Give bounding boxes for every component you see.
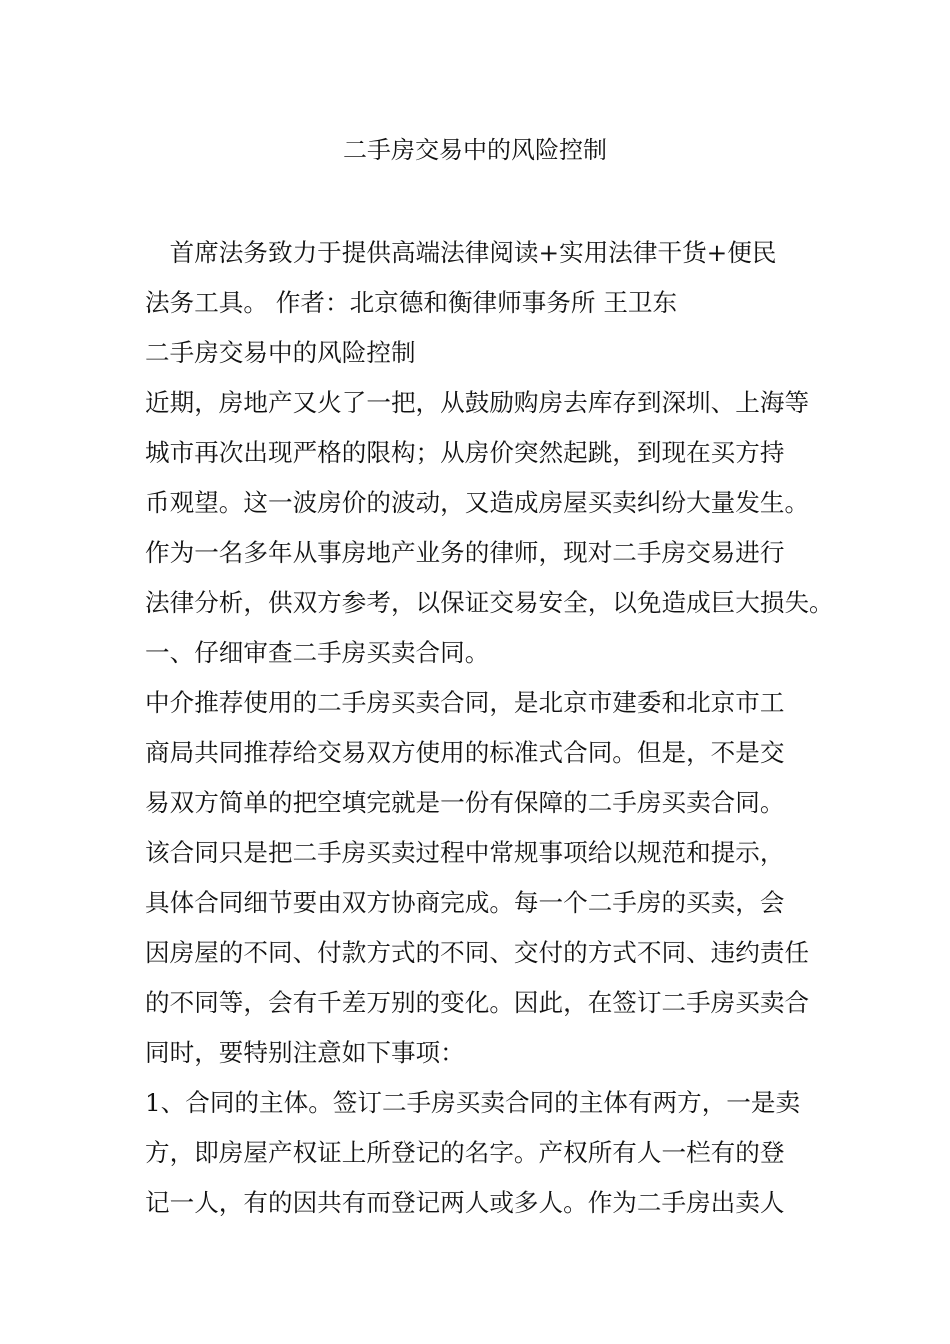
text-line: 首席法务致力于提供高端法律阅读+实用法律干货+便民 — [145, 238, 777, 267]
document-title: 二手房交易中的风险控制 — [343, 136, 607, 164]
text-line: 币观望。这一波房价的波动，又造成房屋买卖纠纷大量发生。 — [145, 488, 810, 517]
text-line: 法务工具。 作者：北京德和衡律师事务所 王卫东 — [145, 288, 678, 317]
text-line: 法律分析，供双方参考，以保证交易安全，以免造成巨大损失。 — [145, 588, 834, 617]
text-line: 二手房交易中的风险控制 — [145, 338, 416, 367]
text-line: 作为一名多年从事房地产业务的律师，现对二手房交易进行 — [145, 538, 785, 567]
text-line: 易双方简单的把空填完就是一份有保障的二手房买卖合同。 — [145, 788, 785, 817]
text-line: 记一人，有的因共有而登记两人或多人。作为二手房出卖人 — [145, 1188, 785, 1217]
text-line: 同时，要特别注意如下事项： — [145, 1038, 465, 1067]
text-line: 中介推荐使用的二手房买卖合同，是北京市建委和北京市工 — [145, 688, 785, 717]
text-line: 因房屋的不同、付款方式的不同、交付的方式不同、违约责任 — [145, 938, 810, 967]
text-line: 商局共同推荐给交易双方使用的标准式合同。但是，不是交 — [145, 738, 785, 767]
text-line: 的不同等，会有千差万别的变化。因此，在签订二手房买卖合 — [145, 988, 810, 1017]
section-heading: 一、仔细审查二手房买卖合同。 — [145, 638, 490, 667]
document-body — [145, 228, 834, 1228]
text-line: 城市再次出现严格的限构；从房价突然起跳，到现在买方持 — [145, 438, 785, 467]
text-line: 该合同只是把二手房买卖过程中常规事项给以规范和提示， — [145, 838, 785, 867]
text-line: 近期，房地产又火了一把，从鼓励购房去库存到深圳、上海等 — [145, 388, 810, 417]
text-line: 具体合同细节要由双方协商完成。每一个二手房的买卖，会 — [145, 888, 785, 917]
text-line: 方，即房屋产权证上所登记的名字。产权所有人一栏有的登 — [145, 1138, 785, 1167]
text-line: 1、合同的主体。签订二手房买卖合同的主体有两方，一是卖 — [145, 1088, 801, 1117]
